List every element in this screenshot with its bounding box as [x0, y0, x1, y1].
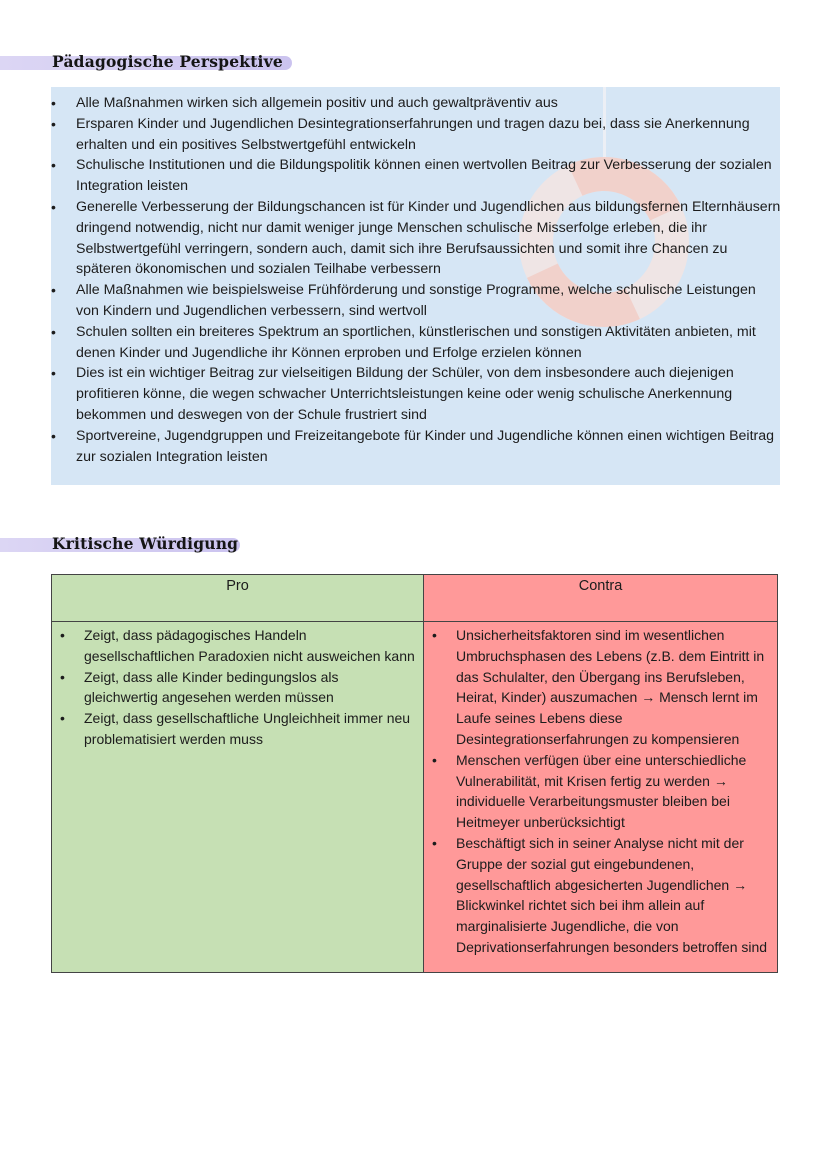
pro-contra-table: [51, 574, 778, 973]
list-item: • Menschen verfügen über eine unterschiedliche Vulnerabilität, mit Krisen fertig zu werden → individuelle Verarbeitungsmuster bleiben bei Heitmeyer unberücksichtigt: [424, 750, 769, 833]
list-item: • Beschäftigt sich in seiner Analyse nicht mit der Gruppe der sozial gut eingebundenen, gesellschaftlich abgesicherten Jugendlichen → Blickwinkel richtet sich bei ihm allein auf marginalisierte Jugendliche, die von Deprivationserfahrungen besonders betroffen sind: [424, 833, 769, 958]
list-item: • Ersparen Kinder und Jugendlichen Desintegrationserfahrungen und tragen dazu bei, dass sie Anerkennung erhalten und ein positives Selbstwertgefühl entwickeln: [51, 114, 781, 156]
list-item: • Zeigt, dass pädagogisches Handeln gesellschaftlichen Paradoxien nicht ausweichen kann: [52, 625, 415, 667]
list-item: • Schulische Institutionen und die Bildungspolitik können einen wertvollen Beitrag zur Verbesserung der sozialen Integration leisten: [51, 155, 781, 197]
list-item: • Alle Maßnahmen wie beispielsweise Frühförderung und sonstige Programme, welche schulische Leistungen von Kindern und Jugendlichen verbessern, sind wertvoll: [51, 280, 781, 322]
perspective-list: [51, 93, 781, 467]
contra-column-header: Contra: [424, 575, 778, 622]
pro-cell: [52, 622, 424, 973]
list-item: • Generelle Verbesserung der Bildungschancen ist für Kinder und Jugendlichen aus bildungsfernen Elternhäusern dringend notwendig, nicht nur damit weniger junge Menschen schulische Misserfolge erleben, die ihr Selbstwertgefühl verringern, sondern auch, damit sich ihre Berufsaussichten und somit ihre Chancen zu späteren ökonomischen und sozialen Teilhabe verbessern: [51, 197, 781, 280]
list-item: • Zeigt, dass gesellschaftliche Ungleichheit immer neu problematisiert werden muss: [52, 708, 415, 750]
pro-column-header: Pro: [52, 575, 424, 622]
section-heading-kritische-wuerdigung: Kritische Würdigung: [52, 534, 239, 553]
list-item: • Zeigt, dass alle Kinder bedingungslos als gleichwertig angesehen werden müssen: [52, 667, 415, 709]
list-item: • Sportvereine, Jugendgruppen und Freizeitangebote für Kinder und Jugendliche können einen wichtigen Beitrag zur sozialen Integration leisten: [51, 426, 781, 468]
contra-cell: [424, 622, 778, 973]
pro-list: [52, 625, 415, 750]
list-item: • Schulen sollten ein breiteres Spektrum an sportlichen, künstlerischen und sonstigen Aktivitäten anbieten, mit denen Kinder und Jugendliche ihr Können erproben und Erfolge erzielen können: [51, 322, 781, 364]
contra-list: [424, 625, 769, 958]
list-item: • Unsicherheitsfaktoren sind im wesentlichen Umbruchsphasen des Lebens (z.B. dem Eintritt in das Schulalter, den Übergang ins Berufsleben, Heirat, Kinder) auszumachen → Mensch lernt im Laufe seines Lebens diese Desintegrationserfahrungen zu kompensieren: [424, 625, 769, 750]
list-item: • Dies ist ein wichtiger Beitrag zur vielseitigen Bildung der Schüler, von dem insbesondere auch diejenigen profitieren könne, die wegen schwacher Unterrichtsleistungen keine oder wenig schulische Anerkennung bekommen und deswegen von der Schule frustriert sind: [51, 363, 781, 425]
section-heading-paedagogische-perspektive: Pädagogische Perspektive: [52, 52, 283, 71]
list-item: • Alle Maßnahmen wirken sich allgemein positiv und auch gewaltpräventiv aus: [51, 93, 781, 114]
